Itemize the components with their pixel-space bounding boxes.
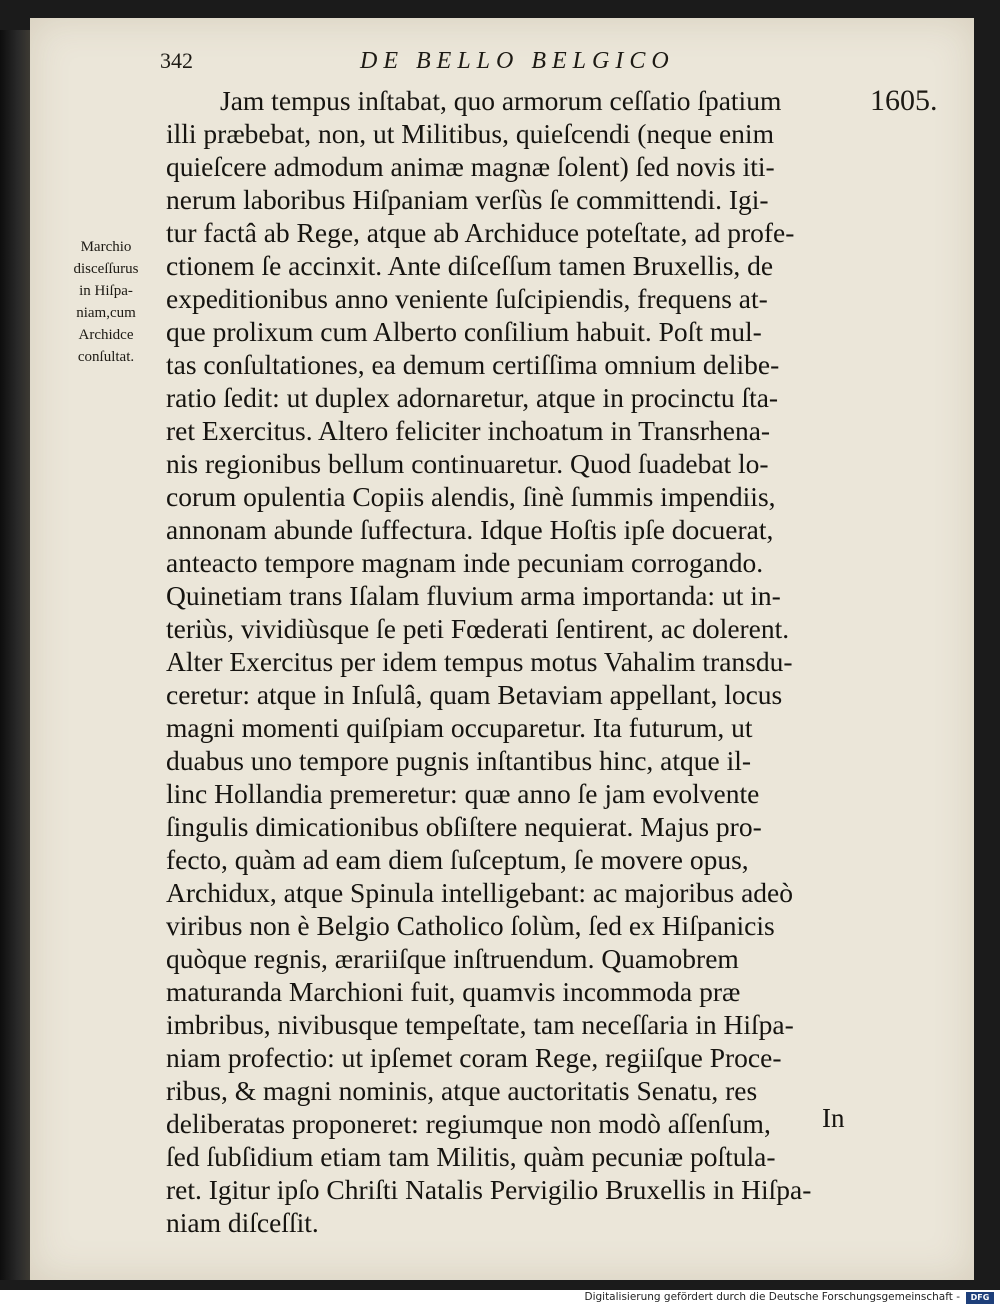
text-line: ret Exercitus. Altero feliciter inchoatum in Transrhena- xyxy=(166,415,771,446)
marginal-note-line: niam,cum xyxy=(76,305,136,321)
text-line: corum opulentia Copiis alendis, ſinè ſummis impendiis, xyxy=(166,481,776,512)
text-line: linc Hollandia premeretur: quæ anno ſe jam evolvente xyxy=(166,778,760,809)
text-line: ſed ſubſidium etiam tam Militis, quàm pecuniæ poſtula- xyxy=(166,1141,776,1172)
dfg-logo: DFG xyxy=(966,1292,994,1304)
text-line: Quinetiam trans Iſalam fluvium arma importanda: ut in- xyxy=(166,580,781,611)
marginal-note-line: disceſſurus xyxy=(73,261,139,277)
running-title: DE BELLO BELGICO xyxy=(360,48,675,74)
marginal-note-line: Marchio xyxy=(80,239,132,255)
text-line: niam diſceſſit. xyxy=(166,1207,319,1238)
text-line: deliberatas proponeret: regiumque non modò aſſenſum, xyxy=(166,1108,771,1139)
footer-bar xyxy=(0,1290,1000,1307)
text-line: ribus, & magni nominis, atque auctoritatis Senatu, res xyxy=(166,1075,758,1106)
text-line: quòque regnis, ærariiſque inſtruendum. Quamobrem xyxy=(166,943,739,974)
marginal-note-line: in Hiſpa- xyxy=(79,283,133,299)
year-marginal: 1605. xyxy=(870,84,938,117)
body-text xyxy=(166,84,852,1239)
marginal-note-line: Archidce xyxy=(78,327,134,343)
text-line: Archidux, atque Spinula intelligebant: ac majoribus adeò xyxy=(166,877,793,908)
footer-credit: Digitalisierung gefördert durch die Deutsche Forschungsgemeinschaft - xyxy=(584,1291,960,1303)
text-line: duabus uno tempore pugnis inſtantibus hinc, atque il- xyxy=(166,745,752,776)
text-line: illi præbebat, non, ut Militibus, quieſcendi (neque enim xyxy=(166,118,774,149)
text-line: maturanda Marchioni fuit, quamvis incommoda præ xyxy=(166,976,741,1007)
text-line: imbribus, nivibusque tempeſtate, tam neceſſaria in Hiſpa- xyxy=(166,1009,794,1040)
text-line: nis regionibus bellum continuaretur. Quod ſuadebat lo- xyxy=(166,448,769,479)
text-line: Alter Exercitus per idem tempus motus Vahalim transdu- xyxy=(166,646,793,677)
text-line: ratio ſedit: ut duplex adornaretur, atque in procinctu ſta- xyxy=(166,382,779,413)
text-line: quieſcere admodum animæ magnæ ſolent) ſed novis iti- xyxy=(166,151,775,182)
catchword: In xyxy=(822,1103,845,1133)
text-line: magni momenti quiſpiam occuparetur. Ita futurum, ut xyxy=(166,712,753,743)
text-line: tas conſultationes, ea demum certiſſima omnium delibe- xyxy=(166,349,780,380)
text-line: viribus non è Belgio Catholico ſolùm, ſed ex Hiſpanicis xyxy=(166,910,775,941)
text-line: niam profectio: ut ipſemet coram Rege, regiiſque Proce- xyxy=(166,1042,782,1073)
text-line: ſingulis dimicationibus obſiſtere nequierat. Majus pro- xyxy=(166,811,762,842)
text-line: que prolixum cum Alberto conſilium habuit. Poſt mul- xyxy=(166,316,762,347)
page-header xyxy=(160,48,980,82)
book-gutter-edge xyxy=(0,30,30,1280)
text-line: ceretur: atque in Inſulâ, quam Betaviam appellant, locus xyxy=(166,679,783,710)
marginal-note xyxy=(60,236,152,368)
text-line: fecto, quàm ad eam diem ſuſceptum, ſe movere opus, xyxy=(166,844,749,875)
text-line: teriùs, vividiùsque ſe peti Fœderati ſentirent, ac dolerent. xyxy=(166,613,790,644)
text-line: annonam abunde ſuffectura. Idque Hoſtis ipſe docuerat, xyxy=(166,514,774,545)
page-number: 342 xyxy=(160,48,193,73)
text-line: ret. Igitur ipſo Chriſti Natalis Pervigilio Bruxellis in Hiſpa- xyxy=(166,1174,812,1205)
marginal-note-line: conſultat. xyxy=(77,349,135,365)
text-line: nerum laboribus Hiſpaniam verſùs ſe committendi. Igi- xyxy=(166,184,769,215)
text-line: Jam tempus inſtabat, quo armorum ceſſatio ſpatium xyxy=(220,85,782,116)
text-line: ctionem ſe accinxit. Ante diſceſſum tamen Bruxellis, de xyxy=(166,250,774,281)
text-line: tur factâ ab Rege, atque ab Archiduce poteſtate, ad profe- xyxy=(166,217,795,248)
text-line: expeditionibus anno veniente ſuſcipiendis, frequens at- xyxy=(166,283,768,314)
text-line: anteacto tempore magnam inde pecuniam corrogando. xyxy=(166,547,764,578)
